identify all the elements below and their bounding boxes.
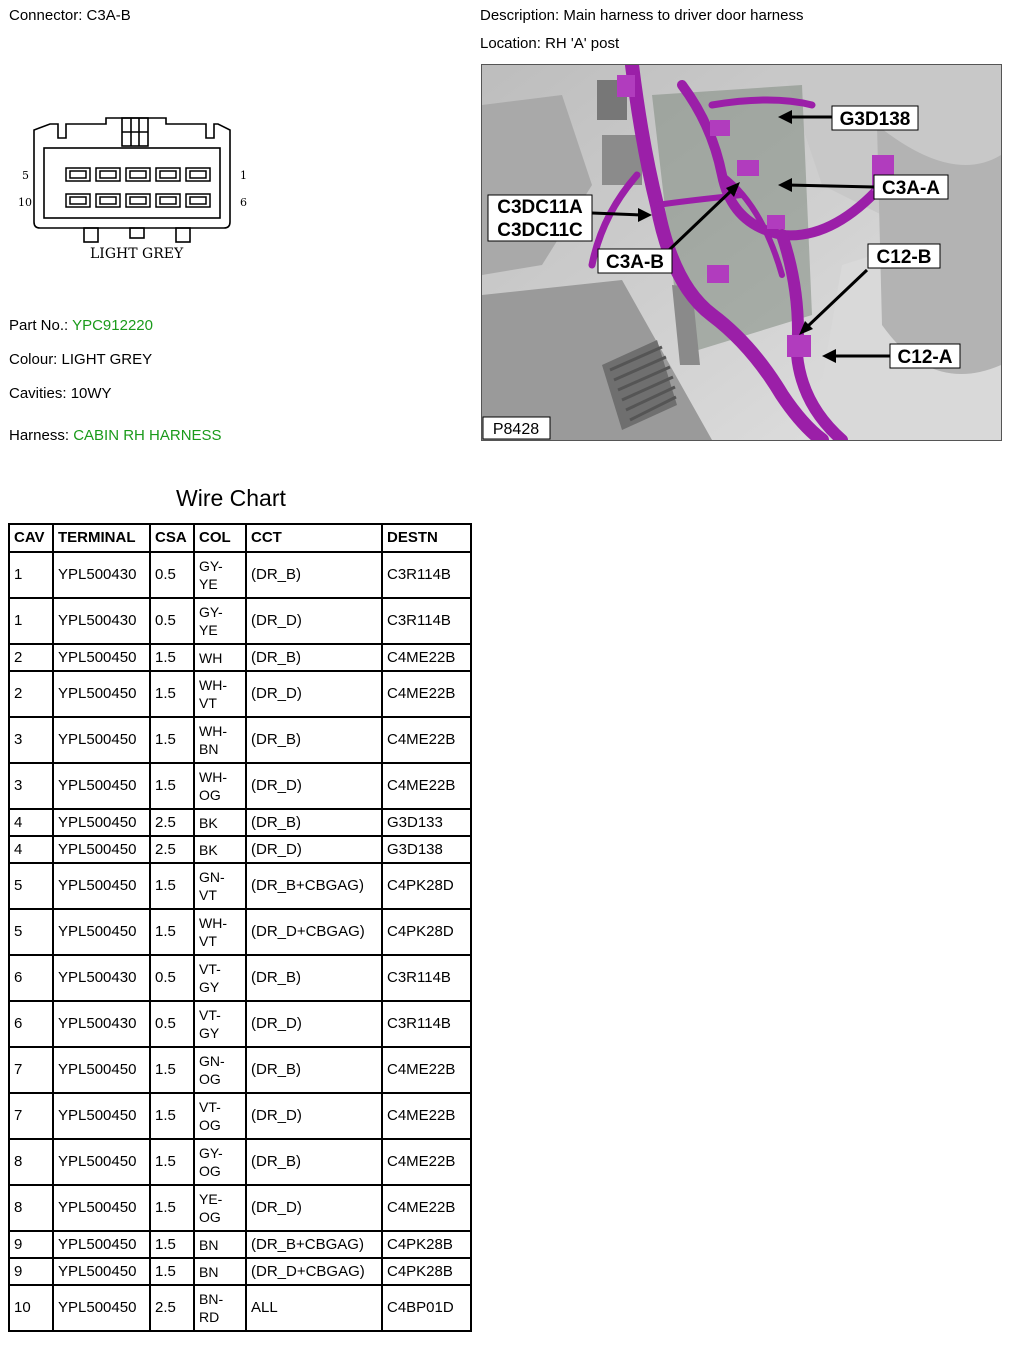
cell-cct: (DR_B+CBGAG) (246, 863, 382, 909)
header-cav: CAV (9, 524, 53, 552)
callout-g3d138: G3D138 (839, 109, 911, 130)
pin-label-1: 1 (240, 169, 247, 182)
wire-chart-body (9, 552, 471, 1331)
cell-destn: C4ME22B (382, 763, 471, 809)
cell-col: BN- RD (194, 1285, 246, 1331)
wire-chart-title: Wire Chart (176, 485, 286, 511)
table-row (9, 644, 471, 671)
cell-csa: 1.5 (150, 763, 194, 809)
cell-terminal: YPL500450 (53, 1093, 150, 1139)
cell-destn: C4BP01D (382, 1285, 471, 1331)
table-row (9, 598, 471, 644)
table-row (9, 955, 471, 1001)
callout-c3dc11a: C3DC11A (497, 197, 583, 218)
table-row (9, 836, 471, 863)
cell-cct: (DR_B) (246, 955, 382, 1001)
cell-terminal: YPL500450 (53, 809, 150, 836)
table-row (9, 763, 471, 809)
cell-csa: 0.5 (150, 552, 194, 598)
cell-col: VT- GY (194, 1001, 246, 1047)
cell-col: GY- OG (194, 1139, 246, 1185)
header-cct: CCT (246, 524, 382, 552)
description-value: Main harness to driver door harness (563, 7, 804, 24)
cell-cav: 4 (9, 836, 53, 863)
description-label: Description: (480, 7, 560, 24)
location-photo-illustration (482, 65, 1001, 440)
cell-terminal: YPL500430 (53, 1001, 150, 1047)
callout-c3a-b: C3A-B (605, 252, 665, 273)
cell-csa: 2.5 (150, 836, 194, 863)
cell-csa: 1.5 (150, 863, 194, 909)
location-line (480, 35, 619, 52)
cell-csa: 1.5 (150, 644, 194, 671)
table-row (9, 1185, 471, 1231)
cell-col: WH- OG (194, 763, 246, 809)
cell-col: WH- VT (194, 909, 246, 955)
harness-line (9, 427, 222, 444)
cell-terminal: YPL500450 (53, 836, 150, 863)
cell-terminal: YPL500450 (53, 1285, 150, 1331)
location-value: RH 'A' post (545, 35, 620, 52)
cell-cct: (DR_B) (246, 1139, 382, 1185)
cell-destn: G3D133 (382, 809, 471, 836)
colour-line (9, 351, 152, 368)
cell-destn: C4ME22B (382, 717, 471, 763)
colour-label: Colour: (9, 351, 58, 368)
wire-chart-header (9, 524, 471, 552)
cell-destn: C4ME22B (382, 1139, 471, 1185)
location-photo (481, 64, 1002, 441)
cell-col: GY- YE (194, 598, 246, 644)
table-row (9, 909, 471, 955)
table-row (9, 863, 471, 909)
table-row (9, 809, 471, 836)
table-row (9, 1093, 471, 1139)
callout-c3a-a: C3A-A (881, 178, 941, 199)
cell-destn: C3R114B (382, 1001, 471, 1047)
connector-line (9, 7, 131, 24)
cell-destn: C4PK28D (382, 863, 471, 909)
table-row (9, 552, 471, 598)
cell-col: GN- VT (194, 863, 246, 909)
header-destn: DESTN (382, 524, 471, 552)
cell-cav: 7 (9, 1093, 53, 1139)
cell-csa: 0.5 (150, 1001, 194, 1047)
cell-destn: C4PK28B (382, 1258, 471, 1285)
cell-col: GN- OG (194, 1047, 246, 1093)
cell-csa: 1.5 (150, 1093, 194, 1139)
cell-col: VT- GY (194, 955, 246, 1001)
cell-col: BK (194, 836, 246, 863)
pin-label-10: 10 (18, 196, 32, 209)
cell-destn: C4PK28B (382, 1231, 471, 1258)
header-terminal: TERMINAL (53, 524, 150, 552)
table-row (9, 1001, 471, 1047)
cell-terminal: YPL500450 (53, 763, 150, 809)
cell-destn: C4PK28D (382, 909, 471, 955)
location-label: Location: (480, 35, 541, 52)
cell-col: VT- OG (194, 1093, 246, 1139)
pin-label-5: 5 (22, 169, 29, 182)
colour-value: LIGHT GREY (61, 351, 153, 368)
cell-cct: (DR_D) (246, 671, 382, 717)
cell-csa: 1.5 (150, 909, 194, 955)
cell-cct: (DR_D) (246, 1185, 382, 1231)
cell-destn: C4ME22B (382, 1093, 471, 1139)
cell-cct: (DR_B) (246, 717, 382, 763)
table-row (9, 671, 471, 717)
table-row (9, 1231, 471, 1258)
harness-link[interactable]: CABIN RH HARNESS (73, 427, 222, 444)
header-col: COL (194, 524, 246, 552)
cell-terminal: YPL500450 (53, 909, 150, 955)
cell-cav: 7 (9, 1047, 53, 1093)
table-row (9, 1258, 471, 1285)
cavities-value: 10WY (70, 385, 112, 402)
connector-face-diagram (18, 110, 258, 270)
cell-terminal: YPL500450 (53, 644, 150, 671)
part-no-line (9, 317, 153, 334)
table-row (9, 1285, 471, 1331)
cell-destn: C4ME22B (382, 671, 471, 717)
cell-csa: 1.5 (150, 1139, 194, 1185)
cell-csa: 1.5 (150, 671, 194, 717)
cell-col: GY- YE (194, 552, 246, 598)
photo-ref: P8428 (492, 421, 540, 438)
cell-cav: 9 (9, 1258, 53, 1285)
cell-col: BN (194, 1231, 246, 1258)
cell-cav: 2 (9, 644, 53, 671)
cell-csa: 1.5 (150, 1185, 194, 1231)
cell-destn: C3R114B (382, 552, 471, 598)
cell-terminal: YPL500450 (53, 717, 150, 763)
cavities-label: Cavities: (9, 385, 67, 402)
part-no-label: Part No.: (9, 317, 69, 334)
cell-cct: (DR_D+CBGAG) (246, 909, 382, 955)
cell-cav: 8 (9, 1185, 53, 1231)
cell-col: WH- BN (194, 717, 246, 763)
cell-csa: 1.5 (150, 1231, 194, 1258)
cell-cav: 5 (9, 909, 53, 955)
callout-c12-b: C12-B (876, 247, 932, 268)
cell-cav: 3 (9, 717, 53, 763)
diagram-colour-text: LIGHT GREY (90, 246, 184, 262)
cell-csa: 1.5 (150, 1258, 194, 1285)
connector-value: C3A-B (86, 7, 131, 24)
cell-cav: 3 (9, 763, 53, 809)
cell-col: WH- VT (194, 671, 246, 717)
cell-cav: 6 (9, 955, 53, 1001)
cell-terminal: YPL500450 (53, 1258, 150, 1285)
cell-cct: (DR_D) (246, 763, 382, 809)
callout-c12-a: C12-A (897, 347, 953, 368)
cell-cct: (DR_B+CBGAG) (246, 1231, 382, 1258)
cell-cav: 2 (9, 671, 53, 717)
header-csa: CSA (150, 524, 194, 552)
cell-cct: (DR_D) (246, 598, 382, 644)
cell-csa: 1.5 (150, 717, 194, 763)
connector-label: Connector: (9, 7, 83, 24)
cell-cav: 1 (9, 598, 53, 644)
table-row (9, 1139, 471, 1185)
table-row (9, 1047, 471, 1093)
part-no-link[interactable]: YPC912220 (72, 317, 153, 334)
cell-cct: (DR_D) (246, 1001, 382, 1047)
cell-terminal: YPL500430 (53, 552, 150, 598)
cell-cct: (DR_D) (246, 1093, 382, 1139)
cell-destn: G3D138 (382, 836, 471, 863)
cell-terminal: YPL500450 (53, 1047, 150, 1093)
cavities-line (9, 385, 112, 402)
cell-cav: 10 (9, 1285, 53, 1331)
cell-col: BN (194, 1258, 246, 1285)
table-row (9, 717, 471, 763)
cell-cav: 5 (9, 863, 53, 909)
cell-csa: 1.5 (150, 1047, 194, 1093)
cell-terminal: YPL500450 (53, 863, 150, 909)
cell-cct: (DR_D) (246, 836, 382, 863)
cell-col: BK (194, 809, 246, 836)
cell-destn: C4ME22B (382, 1047, 471, 1093)
cell-cct: (DR_D+CBGAG) (246, 1258, 382, 1285)
cell-col: WH (194, 644, 246, 671)
cell-cav: 9 (9, 1231, 53, 1258)
cell-destn: C4ME22B (382, 644, 471, 671)
cell-terminal: YPL500450 (53, 1139, 150, 1185)
description-line (480, 7, 804, 24)
cell-destn: C3R114B (382, 598, 471, 644)
cell-cav: 4 (9, 809, 53, 836)
harness-label: Harness: (9, 427, 70, 444)
cell-cct: ALL (246, 1285, 382, 1331)
cell-destn: C3R114B (382, 955, 471, 1001)
callout-c3dc11c: C3DC11C (497, 220, 583, 241)
cell-cav: 6 (9, 1001, 53, 1047)
cell-csa: 0.5 (150, 598, 194, 644)
cell-terminal: YPL500430 (53, 955, 150, 1001)
cell-csa: 2.5 (150, 1285, 194, 1331)
cell-cct: (DR_B) (246, 1047, 382, 1093)
cell-csa: 2.5 (150, 809, 194, 836)
cell-terminal: YPL500430 (53, 598, 150, 644)
cell-destn: C4ME22B (382, 1185, 471, 1231)
pin-label-6: 6 (240, 196, 247, 209)
cell-terminal: YPL500450 (53, 1231, 150, 1258)
cell-terminal: YPL500450 (53, 671, 150, 717)
cell-terminal: YPL500450 (53, 1185, 150, 1231)
wire-chart-table (8, 523, 472, 1332)
cell-cct: (DR_B) (246, 552, 382, 598)
cell-cav: 1 (9, 552, 53, 598)
cell-csa: 0.5 (150, 955, 194, 1001)
cell-cct: (DR_B) (246, 809, 382, 836)
cell-col: YE- OG (194, 1185, 246, 1231)
cell-cav: 8 (9, 1139, 53, 1185)
cell-cct: (DR_B) (246, 644, 382, 671)
